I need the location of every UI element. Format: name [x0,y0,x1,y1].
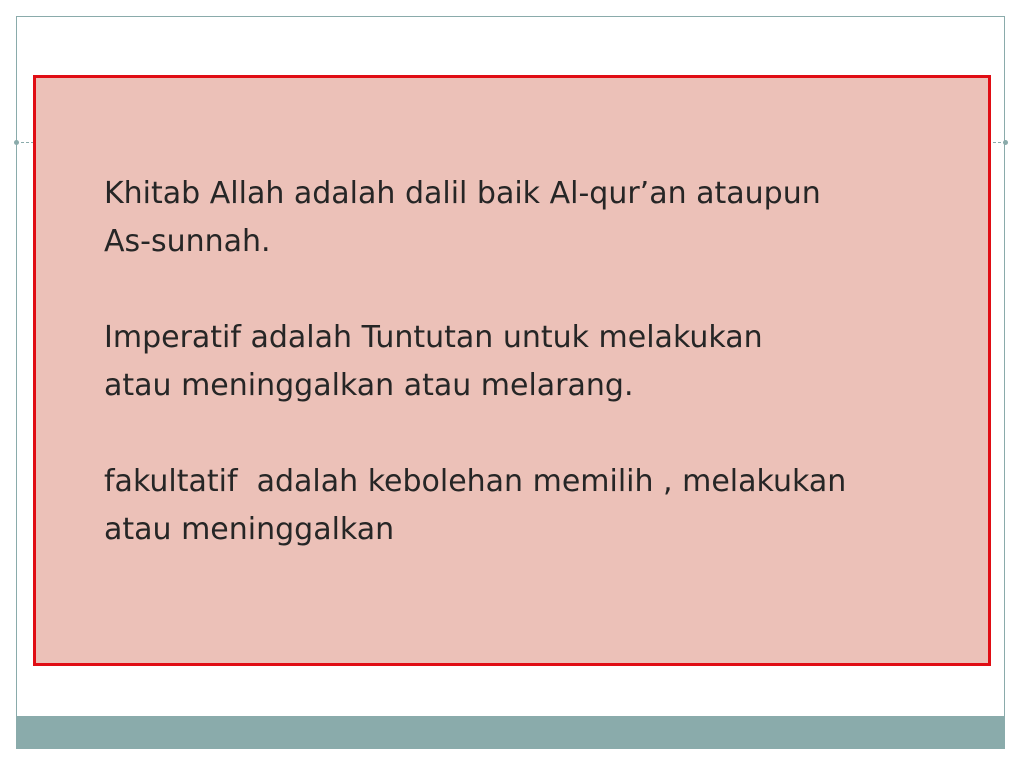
paragraph-line: Imperatif adalah Tuntutan untuk melakukan [104,320,763,355]
paragraph-fakultatif [104,458,984,554]
content-box [33,75,991,666]
paragraph-line: Khitab Allah adalah dalil baik Al-qur’an ataupun [104,176,821,211]
paragraph-line: fakultatif adalah kebolehan memilih , melakukan [104,464,847,499]
divider-dot-right [1003,140,1008,145]
paragraph-line: atau meninggalkan atau melarang. [104,368,634,403]
definitions-text [104,170,984,602]
paragraph-line: As-sunnah. [104,224,271,259]
paragraph-line: atau meninggalkan [104,512,395,547]
bottom-band [17,716,1005,748]
divider-dot-left [14,140,19,145]
paragraph-khitab [104,170,984,266]
paragraph-imperatif [104,314,984,410]
